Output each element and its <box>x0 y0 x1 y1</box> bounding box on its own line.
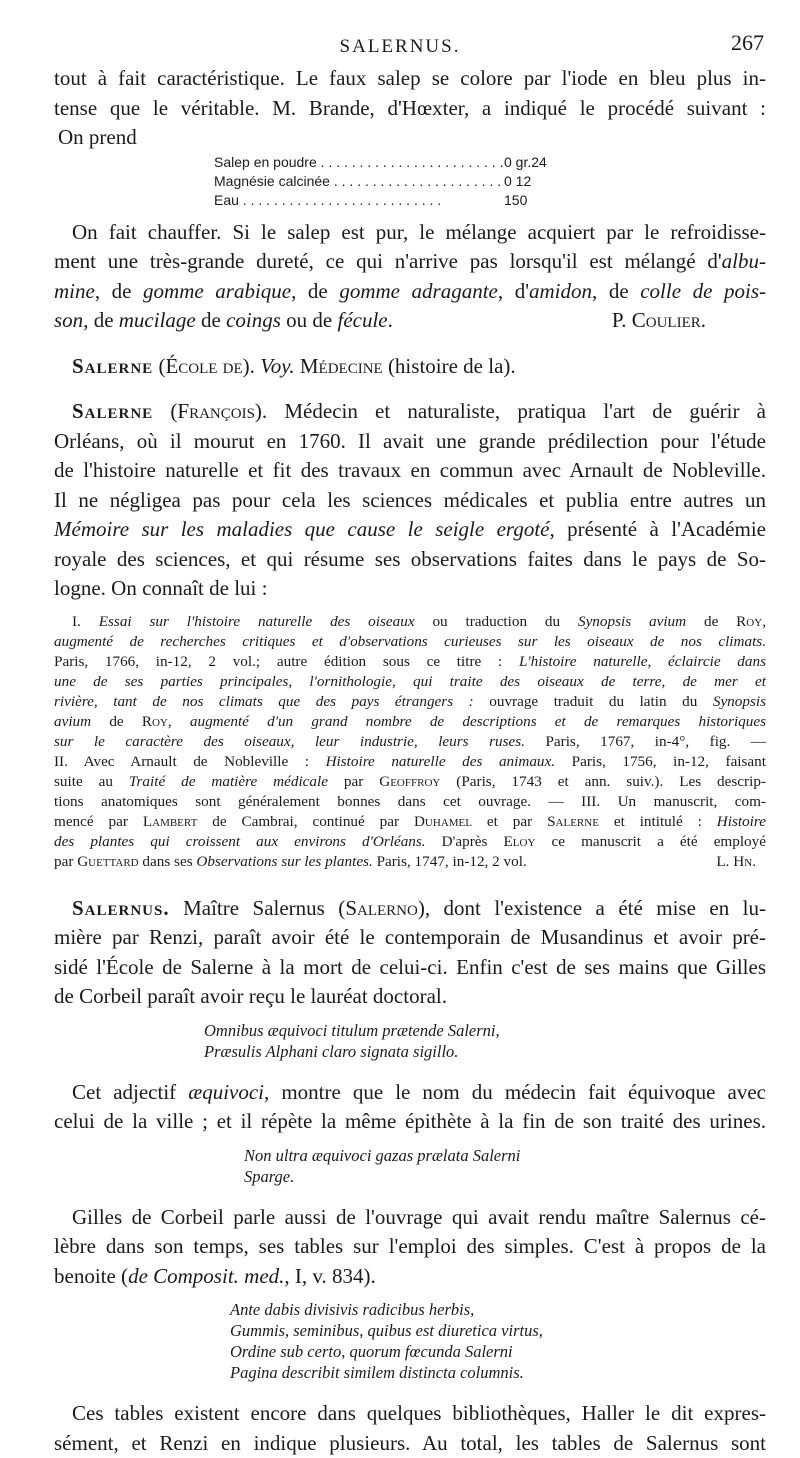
italic-title: des plantes qui croissent aux environs d'Orléans. <box>54 833 426 850</box>
text-span: par <box>328 773 379 790</box>
text-span: , montre que le nom du médecin fait équivoque avec <box>264 1080 766 1104</box>
biblio-line <box>54 832 766 852</box>
text-span: ment une très-grande dureté, ce qui n'arrive pas lorsqu'il est mélangé d' <box>54 249 722 273</box>
biblio-line <box>54 652 766 672</box>
text-span: de Cambrai, continué par <box>197 813 414 830</box>
entry-headword: Salerne <box>72 399 153 423</box>
bibliography <box>54 612 766 872</box>
page-body <box>54 64 766 1458</box>
recipe-row <box>214 172 574 191</box>
verse-quote <box>230 1299 766 1383</box>
recipe-quantity: 0 12 <box>504 172 574 191</box>
entry-salernus <box>54 894 766 924</box>
italic-title: Synopsis <box>713 693 766 710</box>
entry-salerne-ecole <box>54 352 766 382</box>
biblio-line <box>54 732 766 752</box>
text-span: Paris, 1767, in-4°, fig. — <box>525 733 766 750</box>
italic-term: mucilage <box>119 308 196 332</box>
text-line: Ces tables existent encore dans quelques bibliothèques, Haller le dit expres- <box>54 1399 766 1429</box>
italic-title: rivière, tant de nos climats que des pays étrangers : <box>54 693 474 710</box>
recipe-row <box>214 153 574 172</box>
text-span: Maître Salernus ( <box>170 896 346 920</box>
text-span: , d' <box>498 279 529 303</box>
italic-term: colle de pois- <box>640 279 766 303</box>
running-title: SALERNUS. <box>0 36 800 58</box>
text-span: dans ses <box>139 853 197 870</box>
biblio-line <box>54 632 766 652</box>
italic-term: son <box>54 308 83 332</box>
italic-term: coings <box>226 308 281 332</box>
text-span: , <box>168 713 190 730</box>
biblio-line <box>54 672 766 692</box>
italic-title: Synopsis avium <box>578 613 686 630</box>
author-name: Geoffroy <box>379 773 440 790</box>
text-span: suite au <box>54 773 129 790</box>
author-name: Lambert <box>143 813 197 830</box>
text-span: ouvrage traduit du latin du <box>474 693 713 710</box>
text-span: , de <box>83 308 119 332</box>
verse-line: Ante dabis divisivis radicibus herbis, <box>230 1299 766 1320</box>
biblio-line <box>54 612 766 632</box>
text-span: , de <box>592 279 640 303</box>
text-span: I. <box>72 613 99 630</box>
italic-title: une de ses parties principales, l'ornithologie, qui traite des oiseaux de terre, de mer et <box>54 673 766 690</box>
recipe-list <box>214 153 574 210</box>
italic-title: Mémoire sur les maladies que cause le seigle ergoté <box>54 517 549 541</box>
text-line: de Corbeil paraît avoir reçu le lauréat doctoral. <box>54 982 766 1012</box>
italic-title: Histoire naturelle des animaux. <box>326 753 556 770</box>
text-line: Gilles de Corbeil parle aussi de l'ouvrage qui avait rendu maître Salernus cé- <box>54 1203 766 1233</box>
italic-term: gomme adragante <box>339 279 498 303</box>
text-span: ce manuscrit a été employé <box>535 833 766 850</box>
italic-title: augmenté de recherches critiques et d'observations curieuses sur les oiseaux de nos climats. <box>54 633 766 650</box>
text-line: On fait chauffer. Si le salep est pur, le mélange acquiert par le refroidisse- <box>54 218 766 248</box>
author-name: Salerne <box>547 813 599 830</box>
verse-line: Gummis, seminibus, quibus est diuretica virtus, <box>230 1320 766 1341</box>
text-line <box>54 247 766 277</box>
verse-quote <box>204 1020 766 1062</box>
italic-title: Essai sur l'histoire naturelle des oiseaux <box>99 613 415 630</box>
text-line <box>54 306 766 336</box>
verse-line: Omnibus æquivoci titulum prætende Salerni, <box>204 1020 766 1041</box>
text-span: (École de). <box>153 354 260 378</box>
biblio-line <box>54 772 766 792</box>
text-line: sidé l'École de Salerne à la mort de celui-ci. Enfin c'est de ses mains que Gilles <box>54 953 766 983</box>
italic-title: L'histoire naturelle, éclaircie dans <box>519 653 766 670</box>
text-span: (François). <box>153 399 267 423</box>
italic-term: fécule <box>337 308 387 332</box>
text-span: et intitulé : <box>599 813 717 830</box>
text-line: On prend <box>54 123 766 153</box>
biblio-line <box>54 712 766 732</box>
text-line: Orléans, où il mourut en 1760. Il avait une grande prédilection pour l'étude <box>54 427 766 457</box>
text-line: royale des sciences, et qui résume ses observations faites dans le pays de So- <box>54 545 766 575</box>
text-span: de <box>91 713 142 730</box>
text-span: de <box>196 308 226 332</box>
text-line: tense que le véritable. M. Brande, d'Hœxter, a indiqué le procédé suivant : <box>54 94 766 124</box>
text-line <box>54 1262 766 1292</box>
text-span: ), dont l'existence a été mise en lu- <box>418 896 766 920</box>
text-span: , de <box>95 279 143 303</box>
text-span: , I, v. 834). <box>284 1264 375 1288</box>
text-span: , de <box>291 279 339 303</box>
text-span: (Paris, 1743 et ann. suiv.). Les descrip- <box>440 773 766 790</box>
biblio-line <box>54 812 766 832</box>
recipe-ingredient: Magnésie calcinée . . . <box>214 172 504 191</box>
italic-term: albu- <box>722 249 766 273</box>
text-line: mière par Renzi, paraît avoir été le contemporain de Musandinus et avoir pré- <box>54 923 766 953</box>
author-name: Duhamel <box>414 813 472 830</box>
biblio-line <box>54 852 766 872</box>
text-span: Médecin et naturaliste, pratiqua l'art de guérir à <box>267 399 766 423</box>
text-span: , présenté à l'Académie <box>549 517 766 541</box>
text-span: mencé par <box>54 813 143 830</box>
italic-term: æquivoci <box>188 1080 264 1104</box>
recipe-ingredient: Eau . . . <box>214 191 504 210</box>
italic-term: Voy. <box>260 354 294 378</box>
italic-term: mine <box>54 279 95 303</box>
cross-reference: Médecine <box>295 354 383 378</box>
italic-title: Traité de matière médicale <box>129 773 328 790</box>
text-span: D'après <box>426 833 504 850</box>
italic-term: amidon <box>529 279 592 303</box>
recipe-quantity: 0 gr.24 <box>504 153 574 172</box>
verse-line: Præsulis Alphani claro signata sigillo. <box>204 1041 766 1062</box>
text-span: de <box>686 613 736 630</box>
text-line <box>54 515 766 545</box>
page-number: 267 <box>731 30 764 56</box>
recipe-row <box>214 191 574 210</box>
text-span: Paris, 1766, in-12, 2 vol.; autre édition sous ce titre : <box>54 653 519 670</box>
verse-line: Sparge. <box>244 1166 766 1187</box>
verse-quote <box>244 1145 766 1187</box>
text-line <box>54 1078 766 1108</box>
text-span: Cet adjectif <box>72 1080 188 1104</box>
verse-line: Ordine sub certo, quorum fœcunda Salerni <box>230 1341 766 1362</box>
text-line <box>54 277 766 307</box>
text-span: . <box>388 308 393 332</box>
author-name: Roy <box>736 613 762 630</box>
text-line: tout à fait caractéristique. Le faux salep se colore par l'iode en bleu plus in- <box>54 64 766 94</box>
text-span: par <box>54 853 77 870</box>
italic-title: avium <box>54 713 91 730</box>
recipe-quantity: 150 <box>504 191 574 210</box>
italic-term: gomme arabique <box>143 279 291 303</box>
text-line: Il ne négligea pas pour cela les sciences médicales et publia entre autres un <box>54 486 766 516</box>
entry-headword: Salernus. <box>72 896 170 920</box>
verse-line: Non ultra æquivoci gazas prælata Salerni <box>244 1145 766 1166</box>
author-name: Roy <box>142 713 168 730</box>
text-line: lèbre dans son temps, ses tables sur l'emploi des simples. C'est à propos de la <box>54 1232 766 1262</box>
author-name: Eloy <box>504 833 536 850</box>
italic-title: Observations sur les plantes. <box>196 853 372 870</box>
italic-title: sur le caractère des oiseaux, leur industrie, leurs ruses. <box>54 733 525 750</box>
author-name: Salerno <box>345 896 418 920</box>
text-span: Paris, 1747, in-12, 2 vol. <box>373 853 527 870</box>
text-line: de l'histoire naturelle et fit des travaux en commun avec Arnault de Nobleville. <box>54 456 766 486</box>
biblio-line <box>54 692 766 712</box>
italic-title: Histoire <box>717 813 766 830</box>
running-header <box>0 30 800 60</box>
text-line: sément, et Renzi en indique plusieurs. Au total, les tables de Salernus sont <box>54 1429 766 1458</box>
italic-title: augmenté d'un grand nombre de descriptions et de remarques historiques <box>190 713 766 730</box>
text-line: celui de la ville ; et il répète la même épithète à la fin de son traité des urines. <box>54 1107 766 1137</box>
author-signature: L. Hn. <box>716 852 756 872</box>
biblio-line <box>54 752 766 772</box>
text-span: , <box>762 613 766 630</box>
text-span: ou traduction du <box>415 613 578 630</box>
text-line: logne. On connaît de lui : <box>54 574 766 604</box>
verse-line: Pagina describit similem distincta columnis. <box>230 1362 766 1383</box>
text-span: et par <box>472 813 547 830</box>
text-span: benoite ( <box>54 1264 128 1288</box>
author-name: Guettard <box>77 853 138 870</box>
text-span: II. Avec Arnault de Nobleville : <box>54 753 326 770</box>
entry-salerne-francois <box>54 397 766 427</box>
text-span: Paris, 1756, in-12, faisant <box>555 753 766 770</box>
author-signature: P. Coulier. <box>612 306 706 336</box>
text-span: ou de <box>281 308 338 332</box>
italic-title: de Composit. med. <box>128 1264 284 1288</box>
recipe-ingredient: Salep en poudre . . . <box>214 153 504 172</box>
text-span: (histoire de la). <box>383 354 516 378</box>
biblio-line: tions anatomiques sont généralement bonnes dans cet ouvrage. — III. Un manuscrit, com- <box>54 792 766 812</box>
entry-headword: Salerne <box>72 354 153 378</box>
